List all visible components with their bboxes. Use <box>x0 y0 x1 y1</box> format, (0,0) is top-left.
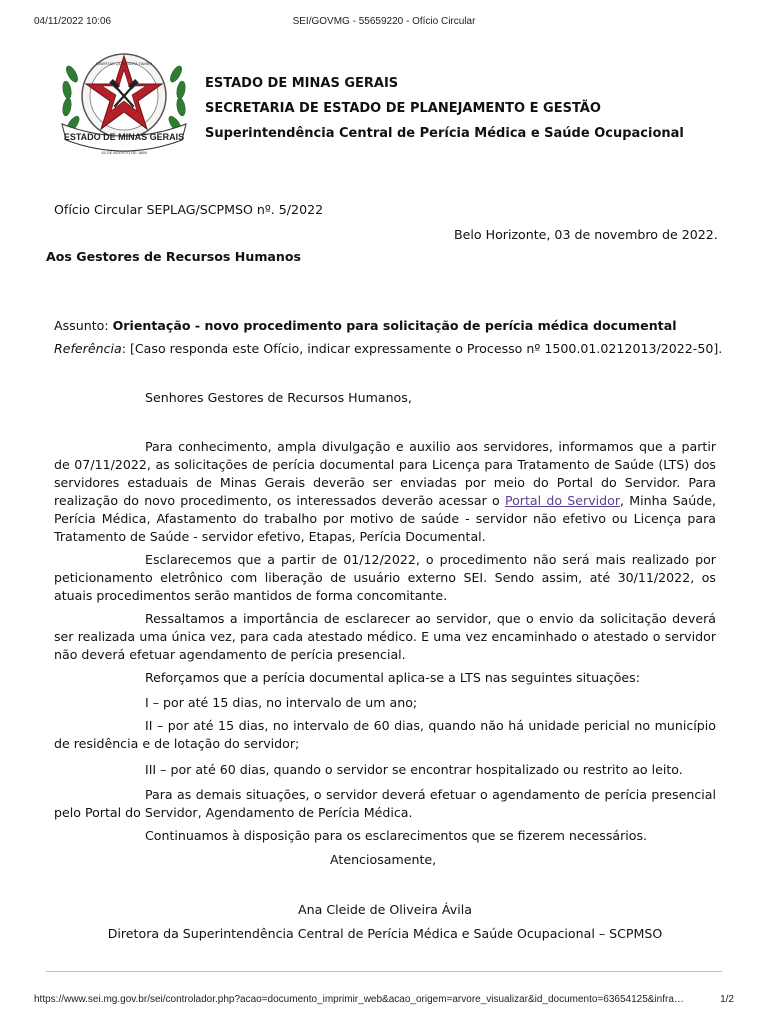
portal-do-servidor-link[interactable]: Portal do Servidor <box>504 493 621 508</box>
print-url: https://www.sei.mg.gov.br/sei/controlador.php?acao=documento_imprimir_web&acao_origem=arvore_visualizar&id_documento=63654125&infra… <box>34 994 684 1005</box>
closing: Atenciosamente, <box>330 852 437 867</box>
reference-label: Referência <box>54 341 122 356</box>
emblem-date-text: 15 DE AGOSTO DE 1889 <box>101 150 147 155</box>
paragraph-5: Para as demais situações, o servidor deverá efetuar o agendamento de perícia presencial pelo Portal do Servidor, Agendamento de Perícia Médica. <box>54 787 716 820</box>
print-header <box>0 16 768 30</box>
institution-secretariat: SECRETARIA DE ESTADO DE PLANEJAMENTO E GESTÃO <box>205 101 601 116</box>
recipients: Aos Gestores de Recursos Humanos <box>46 249 302 264</box>
signer-title: Diretora da Superintendência Central de Perícia Médica e Saúde Ocupacional – SCPMSO <box>107 926 663 941</box>
emblem-ribbon-text: ESTADO DE MINAS GERAIS <box>63 132 185 142</box>
state-coat-of-arms-emblem <box>58 44 190 166</box>
signer-name: Ana Cleide de Oliveira Ávila <box>298 902 472 917</box>
institution-superintendence: Superintendência Central de Perícia Médica e Saúde Ocupacional <box>205 126 684 141</box>
subject-label: Assunto: <box>54 318 113 333</box>
print-doc-title: SEI/GOVMG - 55659220 - Ofício Circular <box>292 16 476 27</box>
paragraph-3: Ressaltamos a importância de esclarecer ao servidor, que o envio da solicitação deverá ser realizada uma única vez, para cada atestado médico. E uma vez encaminhado o atestado o servidor não deverá efetuar agendamento de perícia presencial. <box>54 611 716 662</box>
print-footer <box>0 994 768 1008</box>
paragraph-1-text-b: , Minha Saúde, Perícia Médica, Afastamento do trabalho por motivo de saúde - servidor não efetivo ou Licença para Tratamento de Saúde - servidor efetivo, Etapas, Perícia Documental. <box>54 493 717 544</box>
list-item-2: II – por até 15 dias, no intervalo de 60 dias, quando não há unidade pericial no município de residência e de lotação do servidor; <box>54 718 716 751</box>
subject-line <box>54 318 677 333</box>
reference-text: : [Caso responda este Ofício, indicar expressamente o Processo nº 1500.01.0212013/2022-50]. <box>121 341 723 356</box>
paragraph-4: Reforçamos que a perícia documental aplica-se a LTS nas seguintes situações: <box>145 670 640 685</box>
place-date: Belo Horizonte, 03 de novembro de 2022. <box>454 227 718 242</box>
paragraph-2: Esclarecemos que a partir de 01/12/2022, o procedimento não será mais realizado por peticionamento eletrônico com liberação de usuário externo SEI. Sendo assim, até 30/11/2022, os atuais procedimentos serão mantidos de forma concomitante. <box>54 552 716 603</box>
institution-state: ESTADO DE MINAS GERAIS <box>205 76 399 91</box>
paragraph-1-text-a: Para conhecimento, ampla divulgação e auxilio aos servidores, informamos que a partir de 07/11/2022, as solicitações de perícia documental para Licença para Tratamento de Saúde (LTS) dos servidores estaduais de Minas Gerais deverão ser enviadas por meio do Portal do Servidor. Para realização do novo procedimento, os interessados deverão acessar o <box>54 439 716 508</box>
greeting: Senhores Gestores de Recursos Humanos, <box>145 390 412 405</box>
reference-line <box>54 341 722 356</box>
subject-text: Orientação - novo procedimento para solicitação de perícia médica documental <box>112 318 677 333</box>
document-number: Ofício Circular SEPLAG/SCPMSO nº. 5/2022 <box>54 202 324 217</box>
print-page-number: 1/2 <box>720 994 734 1005</box>
print-datetime: 04/11/2022 10:06 <box>34 16 112 27</box>
emblem-motto-text: LIBERTAS QUÆ SERA TAMEN <box>95 61 153 66</box>
paragraph-1 <box>54 438 716 546</box>
paragraph-6: Continuamos à disposição para os esclarecimentos que se fizerem necessários. <box>145 828 648 843</box>
divider <box>46 971 722 972</box>
list-item-3: III – por até 60 dias, quando o servidor se encontrar hospitalizado ou restrito ao leito. <box>145 762 683 777</box>
list-item-1: I – por até 15 dias, no intervalo de um ano; <box>145 695 418 710</box>
